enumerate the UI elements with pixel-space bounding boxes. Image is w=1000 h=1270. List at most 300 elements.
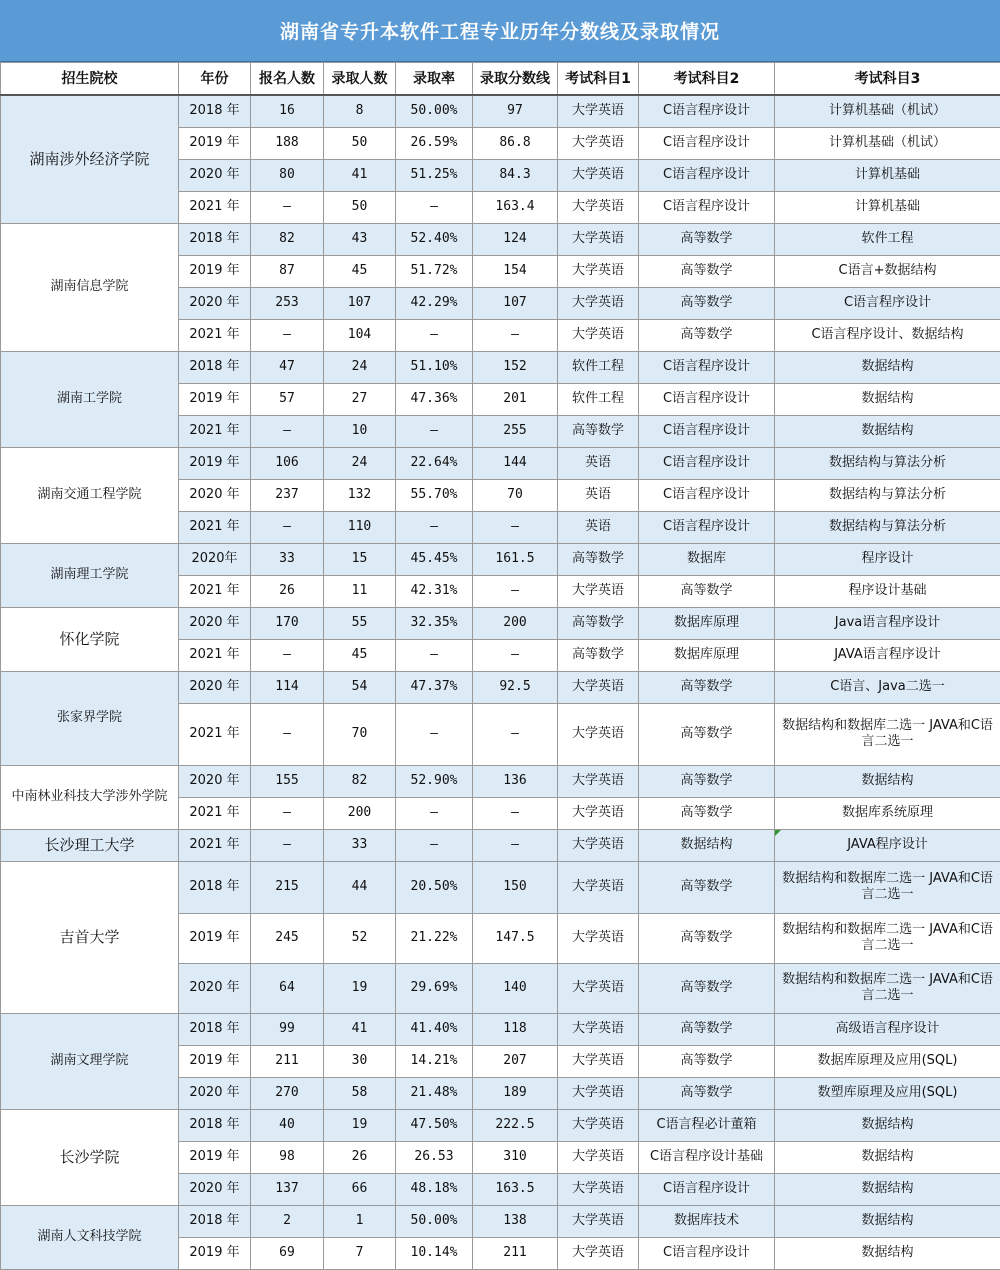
applicants-cell: 106 <box>251 447 324 479</box>
year-cell: 2020 年 <box>179 287 251 319</box>
score-cell: — <box>473 319 558 351</box>
rate-cell: 29.69% <box>396 963 473 1013</box>
school-cell: 湖南工学院 <box>1 351 179 447</box>
admitted-cell: 27 <box>324 383 396 415</box>
table-row <box>1 1109 1000 1141</box>
score-cell: 200 <box>473 607 558 639</box>
year-cell: 2020年 <box>179 543 251 575</box>
applicants-cell: 211 <box>251 1045 324 1077</box>
year-cell: 2021 年 <box>179 191 251 223</box>
admission-table <box>0 62 1000 1270</box>
subject-1-cell: 大学英语 <box>558 1045 639 1077</box>
rate-cell: 51.72% <box>396 255 473 287</box>
subject-3-cell: 数据结构和数据库二选一 JAVA和C语言二选一 <box>775 913 1000 963</box>
rate-cell: 42.31% <box>396 575 473 607</box>
school-cell: 长沙理工大学 <box>1 829 179 861</box>
year-cell: 2020 年 <box>179 671 251 703</box>
applicants-cell: 26 <box>251 575 324 607</box>
year-cell: 2020 年 <box>179 607 251 639</box>
admitted-cell: 54 <box>324 671 396 703</box>
year-cell: 2019 年 <box>179 255 251 287</box>
admitted-cell: 41 <box>324 159 396 191</box>
applicants-cell: 82 <box>251 223 324 255</box>
school-cell: 长沙学院 <box>1 1109 179 1205</box>
subject-3-cell: 数据结构与算法分析 <box>775 479 1000 511</box>
year-cell: 2019 年 <box>179 1045 251 1077</box>
school-cell: 张家界学院 <box>1 671 179 765</box>
subject-3-cell: 程序设计基础 <box>775 575 1000 607</box>
subject-3-cell: 数据结构和数据库二选一 JAVA和C语言二选一 <box>775 861 1000 913</box>
admitted-cell: 200 <box>324 797 396 829</box>
subject-2-cell: C语言程序设计 <box>639 351 775 383</box>
table-row <box>1 861 1000 913</box>
score-cell: 118 <box>473 1013 558 1045</box>
subject-1-cell: 高等数学 <box>558 607 639 639</box>
subject-3-cell: 数据结构 <box>775 1237 1000 1269</box>
subject-2-cell: 高等数学 <box>639 319 775 351</box>
subject-2-cell: C语言程序设计 <box>639 511 775 543</box>
year-cell: 2021 年 <box>179 703 251 765</box>
applicants-cell: 270 <box>251 1077 324 1109</box>
admitted-cell: 50 <box>324 191 396 223</box>
year-cell: 2018 年 <box>179 351 251 383</box>
rate-cell: 21.22% <box>396 913 473 963</box>
rate-cell: 20.50% <box>396 861 473 913</box>
subject-2-cell: 高等数学 <box>639 1045 775 1077</box>
header-score: 录取分数线 <box>473 63 558 96</box>
school-cell: 中南林业科技大学涉外学院 <box>1 765 179 829</box>
header-rate: 录取率 <box>396 63 473 96</box>
subject-1-cell: 英语 <box>558 447 639 479</box>
score-cell: 201 <box>473 383 558 415</box>
subject-3-cell: 数据结构与算法分析 <box>775 511 1000 543</box>
admitted-cell: 132 <box>324 479 396 511</box>
applicants-cell: — <box>251 829 324 861</box>
subject-2-cell: C语言程序设计基础 <box>639 1141 775 1173</box>
rate-cell: 41.40% <box>396 1013 473 1045</box>
admitted-cell: 19 <box>324 963 396 1013</box>
admitted-cell: 107 <box>324 287 396 319</box>
school-cell: 湖南人文科技学院 <box>1 1205 179 1269</box>
header-year: 年份 <box>179 63 251 96</box>
admitted-cell: 26 <box>324 1141 396 1173</box>
rate-cell: 50.00% <box>396 1205 473 1237</box>
rate-cell: — <box>396 703 473 765</box>
subject-3-cell: 高级语言程序设计 <box>775 1013 1000 1045</box>
score-cell: 86.8 <box>473 127 558 159</box>
score-cell: 144 <box>473 447 558 479</box>
score-cell: 70 <box>473 479 558 511</box>
admitted-cell: 82 <box>324 765 396 797</box>
subject-1-cell: 大学英语 <box>558 797 639 829</box>
rate-cell: 14.21% <box>396 1045 473 1077</box>
subject-1-cell: 大学英语 <box>558 671 639 703</box>
applicants-cell: — <box>251 797 324 829</box>
year-cell: 2021 年 <box>179 797 251 829</box>
year-cell: 2020 年 <box>179 765 251 797</box>
year-cell: 2020 年 <box>179 479 251 511</box>
year-cell: 2021 年 <box>179 415 251 447</box>
rate-cell: 21.48% <box>396 1077 473 1109</box>
applicants-cell: — <box>251 703 324 765</box>
subject-3-cell: 数据结构 <box>775 765 1000 797</box>
admitted-cell: 8 <box>324 95 396 127</box>
year-cell: 2018 年 <box>179 1109 251 1141</box>
subject-1-cell: 大学英语 <box>558 159 639 191</box>
score-cell: 154 <box>473 255 558 287</box>
subject-2-cell: 高等数学 <box>639 861 775 913</box>
subject-2-cell: 数据结构 <box>639 829 775 861</box>
subject-2-cell: C语言程序设计 <box>639 191 775 223</box>
year-cell: 2018 年 <box>179 1013 251 1045</box>
rate-cell: — <box>396 829 473 861</box>
score-cell: 161.5 <box>473 543 558 575</box>
score-cell: — <box>473 797 558 829</box>
year-cell: 2021 年 <box>179 829 251 861</box>
subject-2-cell: C语言程序设计 <box>639 383 775 415</box>
applicants-cell: 64 <box>251 963 324 1013</box>
rate-cell: 22.64% <box>396 447 473 479</box>
applicants-cell: 33 <box>251 543 324 575</box>
subject-3-cell: 计算机基础 <box>775 191 1000 223</box>
score-cell: 84.3 <box>473 159 558 191</box>
subject-3-cell: 数据结构 <box>775 1141 1000 1173</box>
rate-cell: 26.59% <box>396 127 473 159</box>
school-cell: 湖南信息学院 <box>1 223 179 351</box>
subject-1-cell: 高等数学 <box>558 639 639 671</box>
subject-2-cell: C语言程序设计 <box>639 447 775 479</box>
table-row <box>1 607 1000 639</box>
school-cell: 湖南交通工程学院 <box>1 447 179 543</box>
score-cell: 152 <box>473 351 558 383</box>
score-cell: 138 <box>473 1205 558 1237</box>
subject-3-cell: 数据结构与算法分析 <box>775 447 1000 479</box>
rate-cell: 42.29% <box>396 287 473 319</box>
rate-cell: 10.14% <box>396 1237 473 1269</box>
header-school: 招生院校 <box>1 63 179 96</box>
subject-3-cell: C语言、Java二选一 <box>775 671 1000 703</box>
header-subject-3: 考试科目3 <box>775 63 1000 96</box>
subject-1-cell: 大学英语 <box>558 1173 639 1205</box>
applicants-cell: — <box>251 415 324 447</box>
subject-3-cell: JAVA语言程序设计 <box>775 639 1000 671</box>
rate-cell: — <box>396 319 473 351</box>
subject-3-cell: 计算机基础（机试） <box>775 95 1000 127</box>
subject-2-cell: 数据库 <box>639 543 775 575</box>
subject-2-cell: 高等数学 <box>639 797 775 829</box>
admitted-cell: 58 <box>324 1077 396 1109</box>
subject-3-cell: 数据库系统原理 <box>775 797 1000 829</box>
subject-2-cell: 高等数学 <box>639 703 775 765</box>
score-cell: 150 <box>473 861 558 913</box>
subject-3-cell: 数据库原理及应用(SQL) <box>775 1045 1000 1077</box>
subject-2-cell: C语言程序设计 <box>639 95 775 127</box>
admitted-cell: 44 <box>324 861 396 913</box>
subject-3-cell: 数据结构 <box>775 383 1000 415</box>
rate-cell: 32.35% <box>396 607 473 639</box>
subject-1-cell: 大学英语 <box>558 1077 639 1109</box>
subject-1-cell: 软件工程 <box>558 351 639 383</box>
table-body <box>1 95 1000 1269</box>
applicants-cell: 69 <box>251 1237 324 1269</box>
score-cell: — <box>473 829 558 861</box>
applicants-cell: 237 <box>251 479 324 511</box>
score-cell: — <box>473 511 558 543</box>
year-cell: 2019 年 <box>179 447 251 479</box>
subject-1-cell: 大学英语 <box>558 829 639 861</box>
school-cell: 湖南涉外经济学院 <box>1 95 179 223</box>
subject-2-cell: 高等数学 <box>639 671 775 703</box>
score-cell: — <box>473 639 558 671</box>
admitted-cell: 15 <box>324 543 396 575</box>
admitted-cell: 50 <box>324 127 396 159</box>
subject-2-cell: 高等数学 <box>639 913 775 963</box>
school-cell: 湖南理工学院 <box>1 543 179 607</box>
rate-cell: 52.40% <box>396 223 473 255</box>
applicants-cell: 137 <box>251 1173 324 1205</box>
subject-3-cell: Java语言程序设计 <box>775 607 1000 639</box>
page-title: 湖南省专升本软件工程专业历年分数线及录取情况 <box>0 0 1000 62</box>
admitted-cell: 41 <box>324 1013 396 1045</box>
year-cell: 2019 年 <box>179 1141 251 1173</box>
admitted-cell: 24 <box>324 351 396 383</box>
subject-1-cell: 大学英语 <box>558 575 639 607</box>
year-cell: 2019 年 <box>179 913 251 963</box>
subject-1-cell: 大学英语 <box>558 127 639 159</box>
admitted-cell: 43 <box>324 223 396 255</box>
subject-1-cell: 大学英语 <box>558 765 639 797</box>
applicants-cell: 170 <box>251 607 324 639</box>
year-cell: 2020 年 <box>179 159 251 191</box>
applicants-cell: 155 <box>251 765 324 797</box>
header-subject-1: 考试科目1 <box>558 63 639 96</box>
subject-2-cell: C语言程序设计 <box>639 159 775 191</box>
subject-2-cell: C语言程序设计 <box>639 479 775 511</box>
subject-2-cell: C语言程序设计 <box>639 415 775 447</box>
score-cell: — <box>473 703 558 765</box>
rate-cell: — <box>396 415 473 447</box>
school-cell: 怀化学院 <box>1 607 179 671</box>
admitted-cell: 24 <box>324 447 396 479</box>
subject-3-cell: C语言程序设计 <box>775 287 1000 319</box>
subject-3-cell: 数据结构 <box>775 1109 1000 1141</box>
subject-1-cell: 英语 <box>558 511 639 543</box>
subject-3-cell: 软件工程 <box>775 223 1000 255</box>
year-cell: 2020 年 <box>179 1077 251 1109</box>
subject-2-cell: C语言程序设计 <box>639 1237 775 1269</box>
rate-cell: — <box>396 511 473 543</box>
score-cell: 189 <box>473 1077 558 1109</box>
score-cell: 97 <box>473 95 558 127</box>
subject-3-cell: 数据结构和数据库二选一 JAVA和C语言二选一 <box>775 703 1000 765</box>
school-cell: 吉首大学 <box>1 861 179 1013</box>
subject-3-cell: 数塑库原理及应用(SQL) <box>775 1077 1000 1109</box>
year-cell: 2021 年 <box>179 319 251 351</box>
table-row <box>1 1013 1000 1045</box>
admitted-cell: 30 <box>324 1045 396 1077</box>
subject-1-cell: 大学英语 <box>558 1237 639 1269</box>
header-row <box>1 63 1000 96</box>
subject-1-cell: 高等数学 <box>558 415 639 447</box>
admitted-cell: 1 <box>324 1205 396 1237</box>
table-row <box>1 543 1000 575</box>
score-cell: 163.4 <box>473 191 558 223</box>
score-cell: 107 <box>473 287 558 319</box>
header-admitted: 录取人数 <box>324 63 396 96</box>
subject-2-cell: 高等数学 <box>639 963 775 1013</box>
subject-2-cell: C语言程序设计 <box>639 1173 775 1205</box>
table-row <box>1 223 1000 255</box>
subject-1-cell: 大学英语 <box>558 319 639 351</box>
subject-3-cell: C语言+数据结构 <box>775 255 1000 287</box>
rate-cell: 47.37% <box>396 671 473 703</box>
subject-2-cell: C语言程必计董箱 <box>639 1109 775 1141</box>
year-cell: 2019 年 <box>179 1237 251 1269</box>
subject-2-cell: 高等数学 <box>639 765 775 797</box>
applicants-cell: 188 <box>251 127 324 159</box>
subject-3-cell: 数据结构 <box>775 415 1000 447</box>
subject-1-cell: 大学英语 <box>558 223 639 255</box>
year-cell: 2019 年 <box>179 127 251 159</box>
year-cell: 2020 年 <box>179 963 251 1013</box>
score-cell: 147.5 <box>473 913 558 963</box>
year-cell: 2018 年 <box>179 95 251 127</box>
admitted-cell: 11 <box>324 575 396 607</box>
year-cell: 2021 年 <box>179 511 251 543</box>
subject-2-cell: 高等数学 <box>639 255 775 287</box>
applicants-cell: 57 <box>251 383 324 415</box>
subject-2-cell: 高等数学 <box>639 1077 775 1109</box>
subject-1-cell: 软件工程 <box>558 383 639 415</box>
rate-cell: 47.36% <box>396 383 473 415</box>
subject-2-cell: 数据库原理 <box>639 639 775 671</box>
subject-3-cell: JAVA程序设计 <box>775 829 1000 861</box>
subject-2-cell: 数据库技术 <box>639 1205 775 1237</box>
rate-cell: 55.70% <box>396 479 473 511</box>
admitted-cell: 45 <box>324 639 396 671</box>
admitted-cell: 70 <box>324 703 396 765</box>
table-row <box>1 95 1000 127</box>
subject-2-cell: C语言程序设计 <box>639 127 775 159</box>
subject-3-cell: 数据结构 <box>775 1173 1000 1205</box>
admitted-cell: 10 <box>324 415 396 447</box>
rate-cell: 50.00% <box>396 95 473 127</box>
score-cell: 211 <box>473 1237 558 1269</box>
applicants-cell: 253 <box>251 287 324 319</box>
year-cell: 2018 年 <box>179 1205 251 1237</box>
rate-cell: — <box>396 797 473 829</box>
applicants-cell: 87 <box>251 255 324 287</box>
subject-1-cell: 大学英语 <box>558 861 639 913</box>
subject-1-cell: 大学英语 <box>558 1013 639 1045</box>
table-row <box>1 447 1000 479</box>
admitted-cell: 110 <box>324 511 396 543</box>
subject-3-cell: 数据结构 <box>775 1205 1000 1237</box>
admitted-cell: 66 <box>324 1173 396 1205</box>
subject-1-cell: 大学英语 <box>558 255 639 287</box>
rate-cell: 26.53 <box>396 1141 473 1173</box>
table-row <box>1 765 1000 797</box>
year-cell: 2020 年 <box>179 1173 251 1205</box>
subject-1-cell: 大学英语 <box>558 1205 639 1237</box>
header-subject-2: 考试科目2 <box>639 63 775 96</box>
year-cell: 2021 年 <box>179 575 251 607</box>
score-cell: 136 <box>473 765 558 797</box>
rate-cell: — <box>396 191 473 223</box>
score-cell: 255 <box>473 415 558 447</box>
applicants-cell: 245 <box>251 913 324 963</box>
year-cell: 2019 年 <box>179 383 251 415</box>
subject-2-cell: 高等数学 <box>639 575 775 607</box>
school-cell: 湖南文理学院 <box>1 1013 179 1109</box>
year-cell: 2018 年 <box>179 861 251 913</box>
applicants-cell: 99 <box>251 1013 324 1045</box>
subject-1-cell: 大学英语 <box>558 703 639 765</box>
subject-1-cell: 大学英语 <box>558 95 639 127</box>
subject-1-cell: 英语 <box>558 479 639 511</box>
subject-3-cell: C语言程序设计、数据结构 <box>775 319 1000 351</box>
score-cell: 92.5 <box>473 671 558 703</box>
subject-1-cell: 大学英语 <box>558 963 639 1013</box>
score-cell: 310 <box>473 1141 558 1173</box>
score-cell: 124 <box>473 223 558 255</box>
subject-3-cell: 计算机基础（机试） <box>775 127 1000 159</box>
applicants-cell: 2 <box>251 1205 324 1237</box>
score-cell: 140 <box>473 963 558 1013</box>
applicants-cell: — <box>251 319 324 351</box>
applicants-cell: — <box>251 511 324 543</box>
score-cell: 163.5 <box>473 1173 558 1205</box>
subject-1-cell: 大学英语 <box>558 913 639 963</box>
applicants-cell: — <box>251 191 324 223</box>
admitted-cell: 55 <box>324 607 396 639</box>
year-cell: 2018 年 <box>179 223 251 255</box>
subject-1-cell: 大学英语 <box>558 191 639 223</box>
applicants-cell: 47 <box>251 351 324 383</box>
subject-2-cell: 高等数学 <box>639 1013 775 1045</box>
rate-cell: 52.90% <box>396 765 473 797</box>
subject-1-cell: 高等数学 <box>558 543 639 575</box>
table-row <box>1 1205 1000 1237</box>
admitted-cell: 7 <box>324 1237 396 1269</box>
admitted-cell: 104 <box>324 319 396 351</box>
admitted-cell: 19 <box>324 1109 396 1141</box>
subject-3-cell: 数据结构和数据库二选一 JAVA和C语言二选一 <box>775 963 1000 1013</box>
subject-1-cell: 大学英语 <box>558 287 639 319</box>
subject-3-cell: 计算机基础 <box>775 159 1000 191</box>
header-applicants: 报名人数 <box>251 63 324 96</box>
applicants-cell: 80 <box>251 159 324 191</box>
applicants-cell: 40 <box>251 1109 324 1141</box>
table-row <box>1 351 1000 383</box>
table-row <box>1 829 1000 861</box>
applicants-cell: 16 <box>251 95 324 127</box>
subject-3-cell: 数据结构 <box>775 351 1000 383</box>
table-row <box>1 671 1000 703</box>
subject-2-cell: 数据库原理 <box>639 607 775 639</box>
score-cell: 222.5 <box>473 1109 558 1141</box>
applicants-cell: 98 <box>251 1141 324 1173</box>
admitted-cell: 33 <box>324 829 396 861</box>
score-cell: 207 <box>473 1045 558 1077</box>
rate-cell: 48.18% <box>396 1173 473 1205</box>
admitted-cell: 45 <box>324 255 396 287</box>
rate-cell: 51.25% <box>396 159 473 191</box>
rate-cell: 45.45% <box>396 543 473 575</box>
admitted-cell: 52 <box>324 913 396 963</box>
rate-cell: — <box>396 639 473 671</box>
applicants-cell: — <box>251 639 324 671</box>
